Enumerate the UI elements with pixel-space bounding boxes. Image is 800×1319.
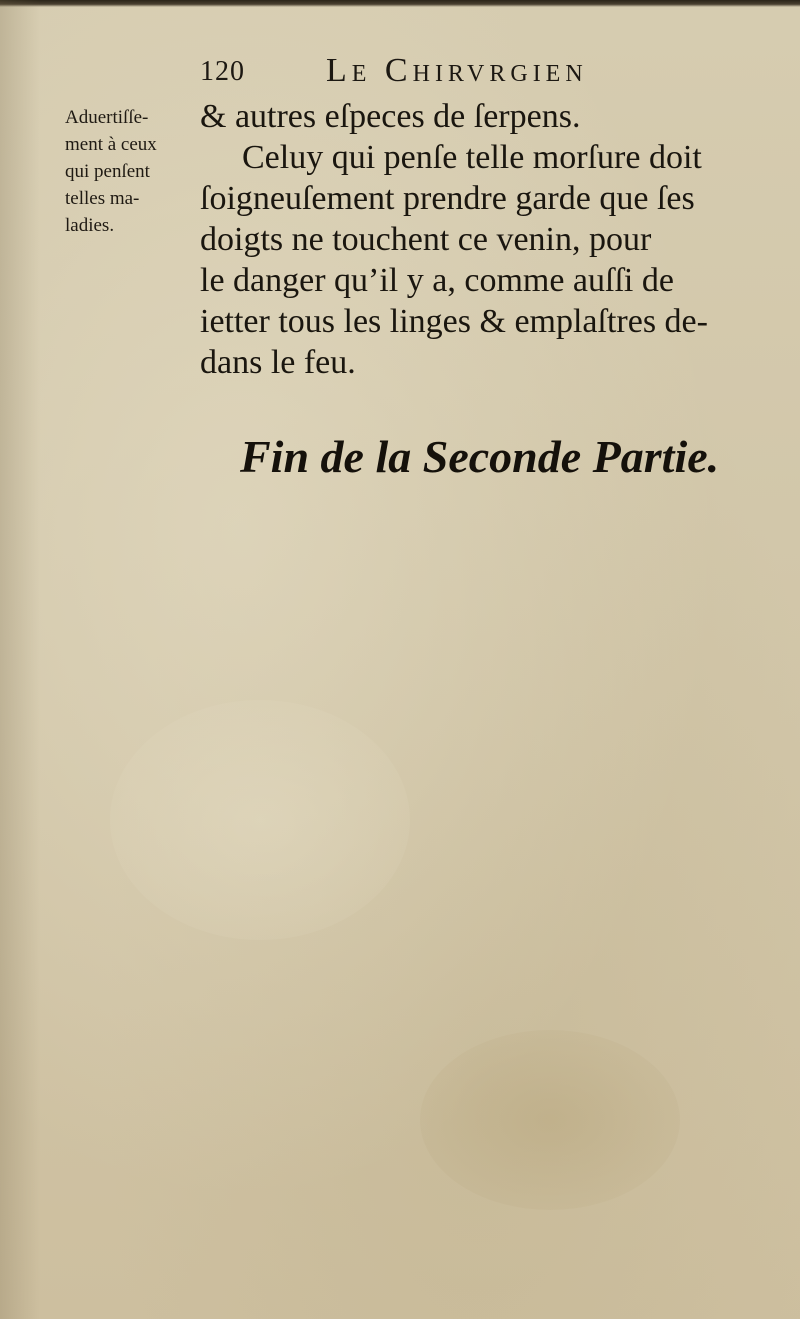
body-line: & autres eſpeces de ſerpens.	[200, 98, 581, 135]
page-top-edge	[0, 0, 800, 7]
body-line: dans le feu.	[200, 344, 356, 381]
marginal-note-line: ment à ceux	[65, 134, 157, 155]
body-line: le danger qu’il y a, comme auſſi de	[200, 262, 674, 299]
section-explicit: Fin de la Seconde Partie.	[240, 431, 720, 482]
marginal-note-line: telles ma-	[65, 188, 140, 209]
marginal-note	[65, 104, 200, 239]
body-line: ietter tous les linges & emplaſtres de-	[200, 303, 708, 340]
body-paragraph	[200, 96, 770, 383]
paper-stain	[110, 700, 410, 940]
page-number: 120	[200, 56, 245, 87]
paper-stain	[420, 1030, 680, 1210]
body-line: doigts ne touchent ce venin, pour	[200, 221, 652, 258]
marginal-note-line: qui penſent	[65, 161, 150, 182]
marginal-note-line: ladies.	[65, 215, 115, 236]
running-head	[200, 52, 680, 96]
marginal-note-line: Aduertiſſe-	[65, 107, 149, 128]
running-title: Le Chirvrgien	[326, 52, 588, 89]
body-line: Celuy qui penſe telle morſure doit	[242, 139, 702, 176]
body-line: ſoigneuſement prendre garde que ſes	[200, 180, 695, 217]
gutter-shadow	[0, 0, 40, 1319]
